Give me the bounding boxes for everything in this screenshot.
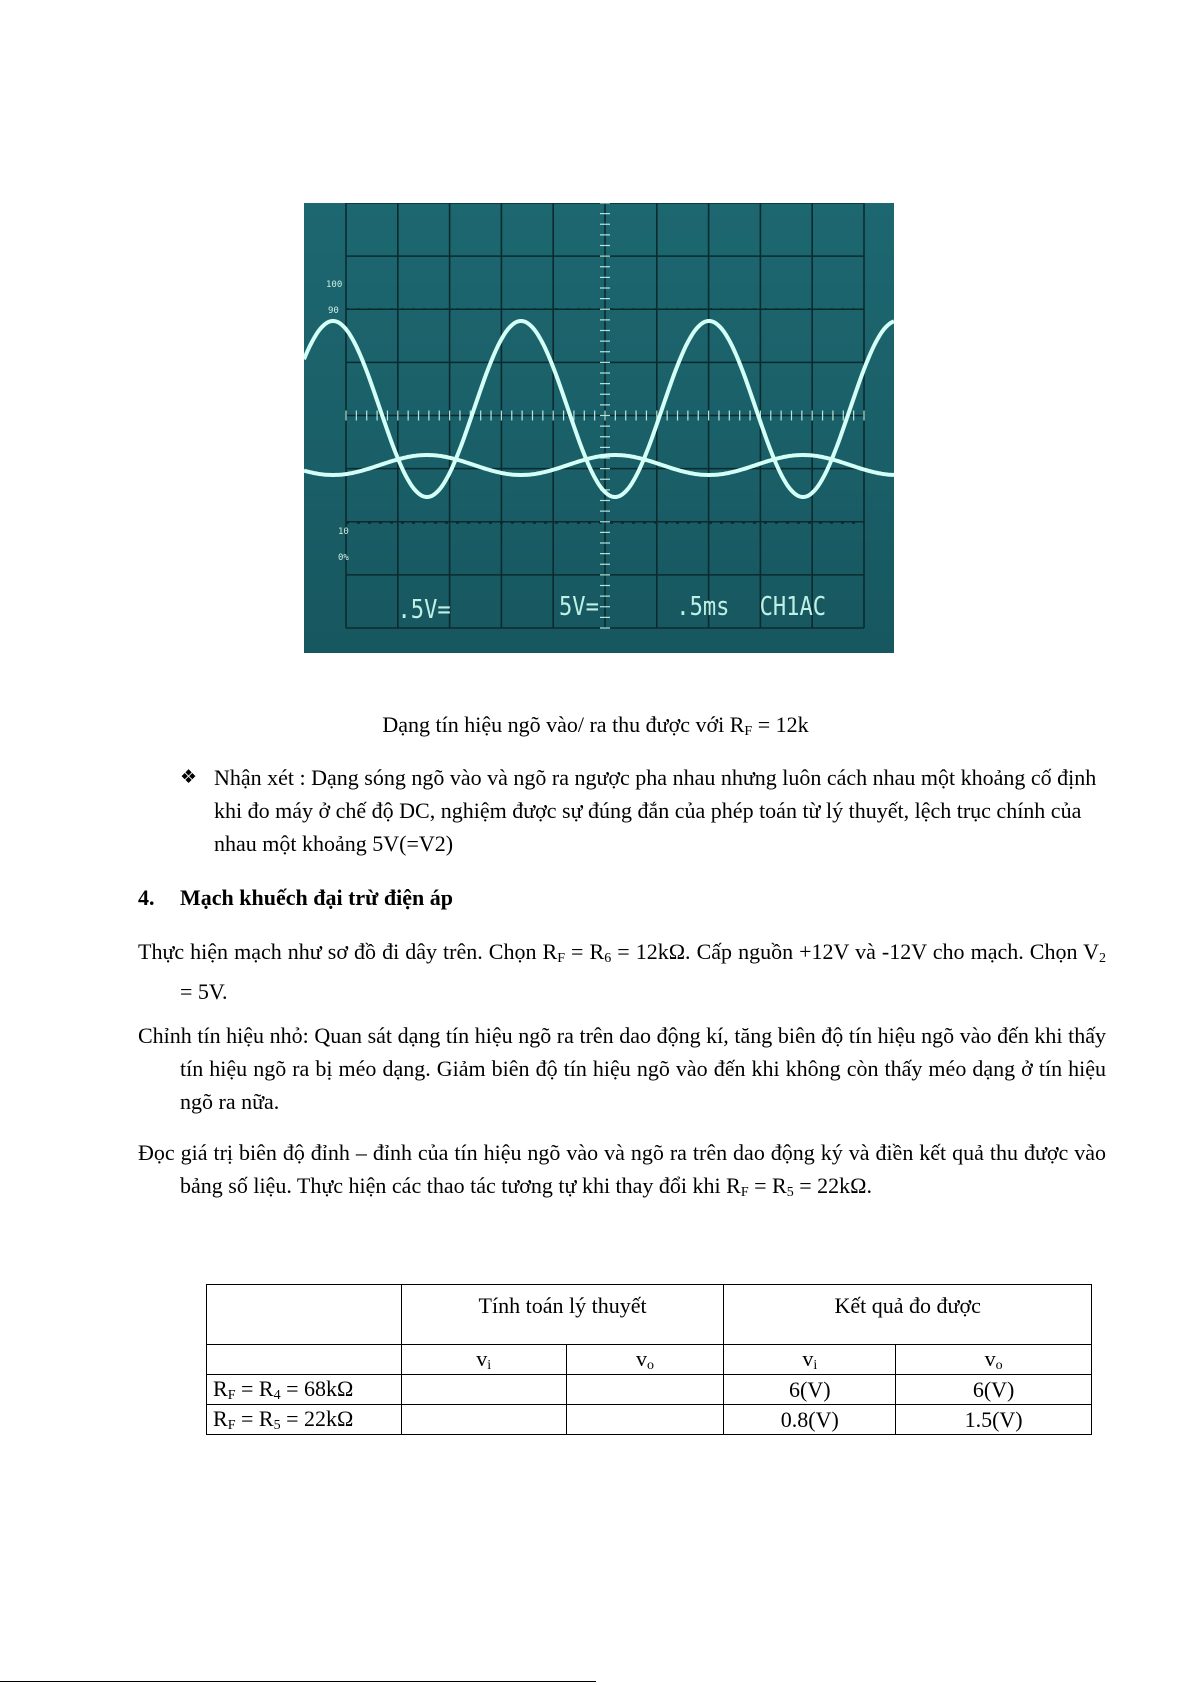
row-label: $R_F = R_5 = 22k\Omega$ [207, 1405, 402, 1435]
measured-vo-cell: 1.5(V) [896, 1405, 1092, 1435]
remark-bullet-icon: ❖ [180, 766, 198, 788]
subheader-measured-vo: $v_o$ [896, 1345, 1092, 1375]
paragraph-measure: Đọc giá trị biên độ đỉnh – đỉnh của tín hiệu ngõ vào và ngõ ra trên dao động ký và điền kết quả thu được vào bảng số liệu. Thực hiện các thao tác tương tự khi thay đổi khi $R_F = R_5 = 22k\Omega$. [138, 1140, 1106, 1200]
table-row [207, 1405, 1092, 1435]
oscilloscope-figure [304, 203, 894, 653]
row-label: $R_F = R_4 = 68k\Omega$ [207, 1375, 402, 1405]
theory-vi-cell [401, 1375, 566, 1405]
scale-label-90: 90 [328, 306, 339, 316]
readout-ch2-volts: 5V= [559, 591, 599, 622]
header-measured: Kết quả đo được [724, 1285, 1092, 1345]
results-table [206, 1284, 1092, 1435]
table-corner-cell [207, 1285, 402, 1345]
table-empty-cell [207, 1345, 402, 1375]
table-header-row [207, 1285, 1092, 1345]
remark-text: Nhận xét : Dạng sóng ngõ vào và ngõ ra ngược pha nhau nhưng luôn cách nhau một khoảng cố định khi đo máy ở chế độ DC, nghiệm được sự đúng đắn của phép toán từ lý thuyết, lệch trục chính của nhau một khoảng 5V(=V2) [214, 765, 1097, 856]
subheader-theory-vi: $v_i$ [401, 1345, 566, 1375]
scale-label-100: 100 [326, 280, 343, 290]
figure-caption: Dạng tín hiệu ngõ vào/ ra thu được với $R_F = 12k$ [382, 712, 809, 739]
readout-channel: CH1AC [759, 591, 827, 622]
theory-vi-cell [401, 1405, 566, 1435]
section-heading: 4. Mạch khuếch đại trừ điện áp [138, 885, 453, 910]
scale-label-0: 0% [338, 553, 349, 563]
footer-rule [0, 1681, 596, 1682]
readout-timebase: .5ms [676, 591, 730, 622]
output-trace [304, 321, 894, 497]
oscilloscope-screen [304, 203, 894, 653]
table-row [207, 1375, 1092, 1405]
table-subheader-row [207, 1345, 1092, 1375]
header-theory: Tính toán lý thuyết [401, 1285, 724, 1345]
measured-vi-cell: 6(V) [724, 1375, 896, 1405]
measured-vi-cell: 0.8(V) [724, 1405, 896, 1435]
subheader-measured-vi: $v_i$ [724, 1345, 896, 1375]
paragraph-adjust: Chỉnh tín hiệu nhỏ: Quan sát dạng tín hiệu ngõ ra trên dao động kí, tăng biên độ tín hiệu ngõ vào đến khi thấy tín hiệu ngõ ra bị méo dạng. Giảm biên độ tín hiệu ngõ vào đến khi không còn thấy méo dạng ở tín hiệu ngõ ra nữa. [138, 1023, 1106, 1114]
subheader-theory-vo: $v_o$ [566, 1345, 724, 1375]
theory-vo-cell [566, 1375, 724, 1405]
input-trace [304, 455, 894, 475]
readout-ch1-volts: .5V= [397, 594, 451, 625]
measured-vo-cell: 6(V) [896, 1375, 1092, 1405]
paragraph-setup: Thực hiện mạch như sơ đồ đi dây trên. Chọn $R_F = R_6 = 12k\Omega$. Cấp nguồn +12V và -12V cho mạch. Chọn $V_2 = 5V$. [138, 939, 1106, 1004]
theory-vo-cell [566, 1405, 724, 1435]
scale-label-10: 10 [338, 527, 349, 537]
